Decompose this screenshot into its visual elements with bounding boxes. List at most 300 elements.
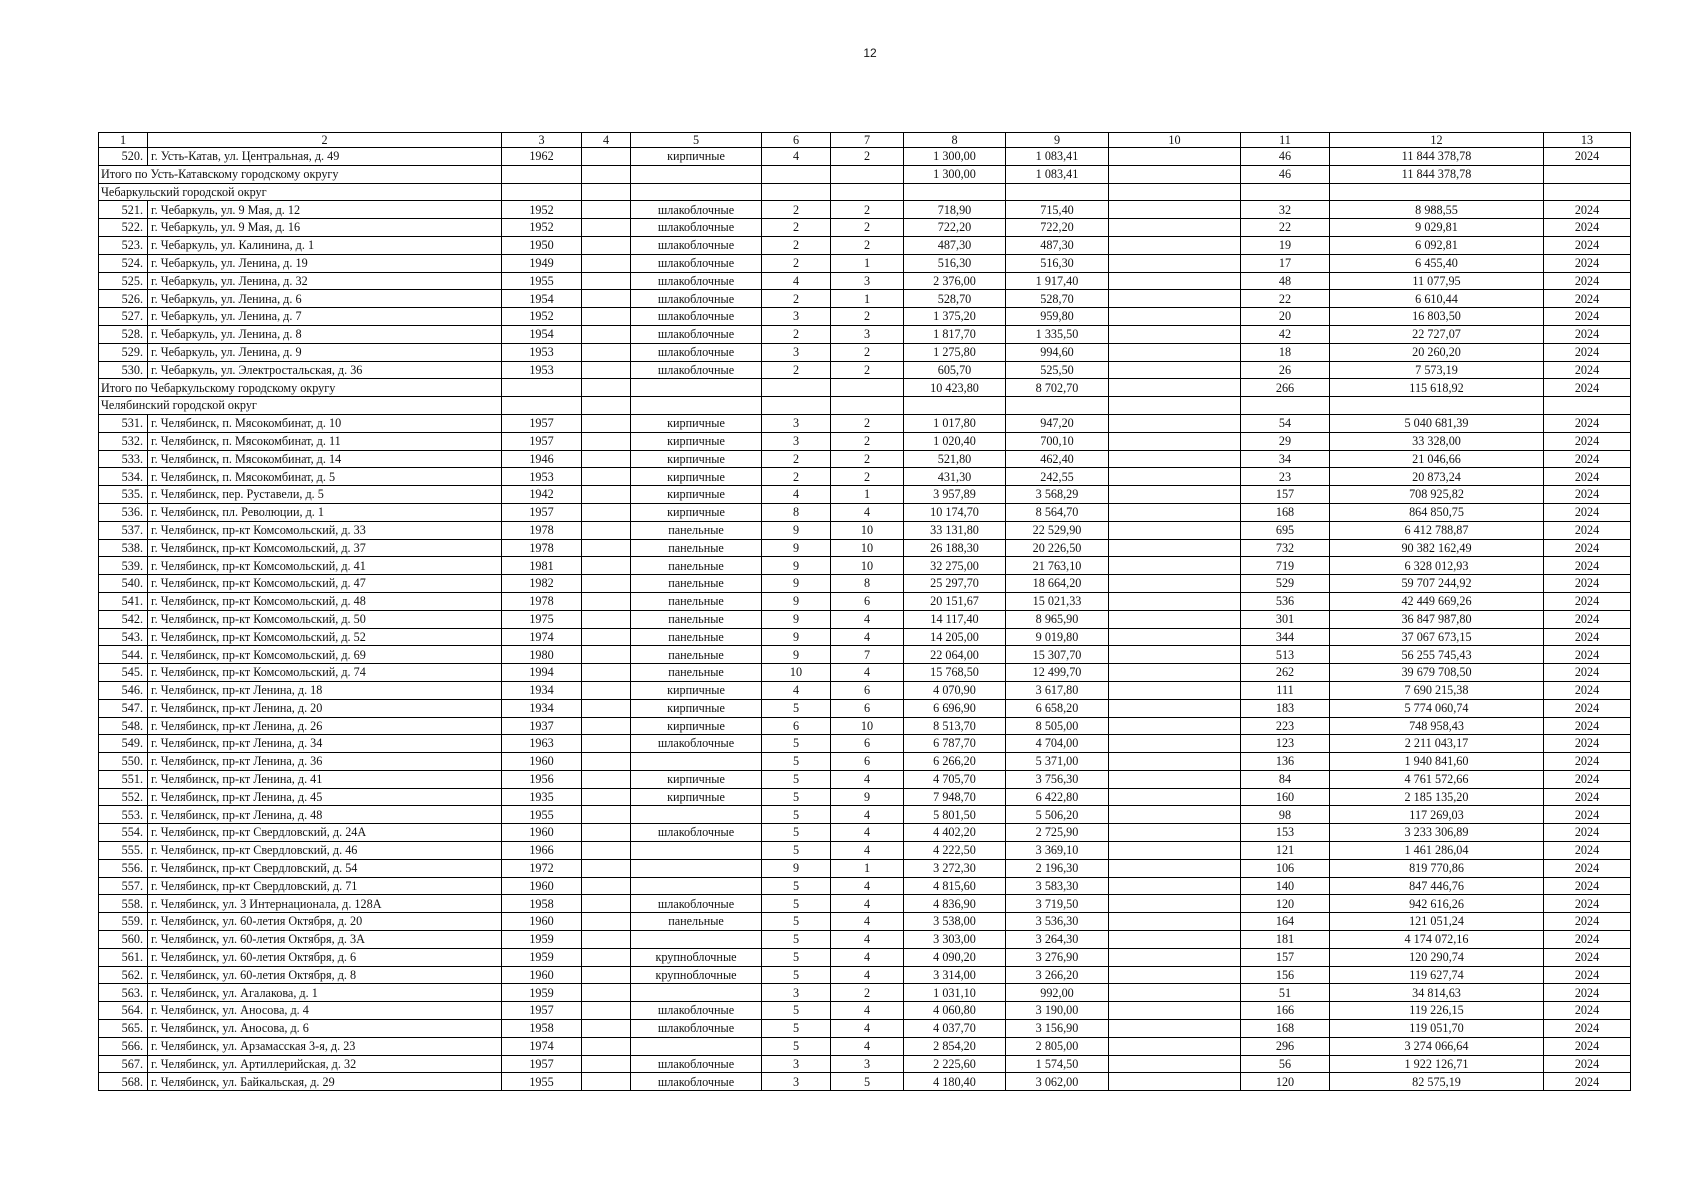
table-cell bbox=[1109, 664, 1241, 682]
table-cell: 29 bbox=[1241, 432, 1330, 450]
table-cell: шлакоблочные bbox=[631, 236, 762, 254]
column-number-cell: 6 bbox=[762, 133, 831, 148]
table-cell: кирпичные bbox=[631, 699, 762, 717]
table-cell: 3 719,50 bbox=[1006, 895, 1109, 913]
address-cell: г. Челябинск, п. Мясокомбинат, д. 5 bbox=[148, 468, 502, 486]
table-row bbox=[99, 219, 1631, 237]
table-cell: 4 bbox=[831, 628, 904, 646]
table-cell: 2 bbox=[831, 219, 904, 237]
table-cell: 2 bbox=[831, 432, 904, 450]
table-cell: 9 bbox=[762, 646, 831, 664]
table-cell: 5 bbox=[762, 824, 831, 842]
address-cell: г. Челябинск, пр-кт Ленина, д. 18 bbox=[148, 681, 502, 699]
table-cell: 4 037,70 bbox=[904, 1020, 1006, 1038]
table-cell: 2024 bbox=[1544, 1055, 1631, 1073]
address-cell: г. Чебаркуль, ул. Ленина, д. 7 bbox=[148, 308, 502, 326]
address-cell: г. Челябинск, пр-кт Ленина, д. 36 bbox=[148, 753, 502, 771]
table-cell: 3 303,00 bbox=[904, 931, 1006, 949]
table-cell bbox=[582, 681, 631, 699]
row-number-cell: 555. bbox=[99, 842, 148, 860]
table-cell: 718,90 bbox=[904, 201, 1006, 219]
table-cell: 4 705,70 bbox=[904, 770, 1006, 788]
address-cell: г. Чебаркуль, ул. Ленина, д. 6 bbox=[148, 290, 502, 308]
table-cell: 1 031,10 bbox=[904, 984, 1006, 1002]
table-cell: 2024 bbox=[1544, 308, 1631, 326]
table-cell: 301 bbox=[1241, 610, 1330, 628]
table-cell bbox=[1109, 610, 1241, 628]
table-cell bbox=[582, 201, 631, 219]
table-cell: 6 bbox=[831, 681, 904, 699]
row-number-cell: 535. bbox=[99, 486, 148, 504]
table-cell: 2 bbox=[831, 984, 904, 1002]
table-row bbox=[99, 610, 1631, 628]
table-cell bbox=[1109, 539, 1241, 557]
table-cell: 5 bbox=[762, 806, 831, 824]
table-cell: 5 371,00 bbox=[1006, 753, 1109, 771]
table-cell: 1978 bbox=[502, 592, 582, 610]
table-cell: 6 658,20 bbox=[1006, 699, 1109, 717]
table-cell: 2024 bbox=[1544, 521, 1631, 539]
address-cell: г. Челябинск, пр-кт Ленина, д. 26 bbox=[148, 717, 502, 735]
table-cell: 36 847 987,80 bbox=[1330, 610, 1544, 628]
address-cell: г. Челябинск, пр-кт Ленина, д. 48 bbox=[148, 806, 502, 824]
table-cell bbox=[631, 877, 762, 895]
address-cell: г. Челябинск, пр-кт Свердловский, д. 71 bbox=[148, 877, 502, 895]
address-cell: г. Челябинск, пер. Руставели, д. 5 bbox=[148, 486, 502, 504]
table-cell bbox=[582, 219, 631, 237]
table-cell: 1981 bbox=[502, 557, 582, 575]
table-cell: 2024 bbox=[1544, 1073, 1631, 1091]
table-cell: 715,40 bbox=[1006, 201, 1109, 219]
table-cell: 2024 bbox=[1544, 148, 1631, 166]
address-cell: г. Челябинск, ул. Аносова, д. 6 bbox=[148, 1020, 502, 1038]
table-row bbox=[99, 468, 1631, 486]
total-label: Итого по Усть-Катавскому городскому округу bbox=[99, 165, 502, 183]
row-number-cell: 532. bbox=[99, 432, 148, 450]
table-cell: 1 bbox=[831, 859, 904, 877]
table-cell: 56 255 745,43 bbox=[1330, 646, 1544, 664]
total-cell: 115 618,92 bbox=[1330, 379, 1544, 397]
table-cell: 5 bbox=[762, 699, 831, 717]
table-cell: 9 bbox=[762, 521, 831, 539]
table-cell bbox=[1109, 948, 1241, 966]
table-cell: 487,30 bbox=[1006, 236, 1109, 254]
table-cell: 4 bbox=[831, 913, 904, 931]
table-cell bbox=[582, 272, 631, 290]
table-cell: 98 bbox=[1241, 806, 1330, 824]
table-cell bbox=[1109, 877, 1241, 895]
table-cell: 3 266,20 bbox=[1006, 966, 1109, 984]
table-row bbox=[99, 521, 1631, 539]
table-cell: 22 bbox=[1241, 219, 1330, 237]
table-cell bbox=[582, 913, 631, 931]
table-cell: 1 300,00 bbox=[904, 148, 1006, 166]
table-cell: 5 bbox=[762, 895, 831, 913]
row-number-cell: 566. bbox=[99, 1037, 148, 1055]
table-row bbox=[99, 984, 1631, 1002]
table-cell bbox=[1109, 717, 1241, 735]
table-cell: 1953 bbox=[502, 361, 582, 379]
table-cell bbox=[582, 539, 631, 557]
table-cell: 3 156,90 bbox=[1006, 1020, 1109, 1038]
table-cell: 1 574,50 bbox=[1006, 1055, 1109, 1073]
row-number-cell: 542. bbox=[99, 610, 148, 628]
total-cell bbox=[582, 165, 631, 183]
total-cell bbox=[762, 165, 831, 183]
table-cell: шлакоблочные bbox=[631, 1002, 762, 1020]
table-cell: 17 bbox=[1241, 254, 1330, 272]
table-cell: 14 117,40 bbox=[904, 610, 1006, 628]
table-cell: 6 bbox=[831, 735, 904, 753]
address-cell: г. Челябинск, пр-кт Ленина, д. 41 bbox=[148, 770, 502, 788]
table-cell: 2 bbox=[762, 361, 831, 379]
address-cell: г. Чебаркуль, ул. 9 Мая, д. 16 bbox=[148, 219, 502, 237]
table-row bbox=[99, 806, 1631, 824]
table-cell: 2 bbox=[831, 361, 904, 379]
table-cell: 11 844 378,78 bbox=[1330, 148, 1544, 166]
table-cell: 536 bbox=[1241, 592, 1330, 610]
table-cell: 3 264,30 bbox=[1006, 931, 1109, 949]
table-cell bbox=[1109, 628, 1241, 646]
table-row bbox=[99, 290, 1631, 308]
table-cell bbox=[1109, 592, 1241, 610]
table-cell: 2 bbox=[831, 414, 904, 432]
table-cell: 20 bbox=[1241, 308, 1330, 326]
table-cell: 140 bbox=[1241, 877, 1330, 895]
table-cell: 1960 bbox=[502, 913, 582, 931]
table-cell: 2024 bbox=[1544, 895, 1631, 913]
table-cell: 12 499,70 bbox=[1006, 664, 1109, 682]
table-cell: 1935 bbox=[502, 788, 582, 806]
table-cell bbox=[1109, 842, 1241, 860]
table-cell: 4 090,20 bbox=[904, 948, 1006, 966]
table-cell: 2 805,00 bbox=[1006, 1037, 1109, 1055]
housing-registry-table bbox=[98, 132, 1631, 1091]
table-cell bbox=[582, 664, 631, 682]
total-cell bbox=[831, 379, 904, 397]
table-cell: 4 bbox=[831, 842, 904, 860]
table-cell: 5 bbox=[762, 753, 831, 771]
table-cell bbox=[582, 468, 631, 486]
row-number-cell: 547. bbox=[99, 699, 148, 717]
table-cell: 3 bbox=[762, 308, 831, 326]
table-cell: 156 bbox=[1241, 966, 1330, 984]
empty-cell bbox=[1241, 183, 1330, 201]
table-cell: 1 017,80 bbox=[904, 414, 1006, 432]
table-row bbox=[99, 1073, 1631, 1091]
table-cell bbox=[1109, 486, 1241, 504]
table-cell bbox=[1109, 646, 1241, 664]
table-cell: 6 787,70 bbox=[904, 735, 1006, 753]
row-number-cell: 544. bbox=[99, 646, 148, 664]
table-cell: 111 bbox=[1241, 681, 1330, 699]
table-row bbox=[99, 414, 1631, 432]
table-cell: 994,60 bbox=[1006, 343, 1109, 361]
table-cell bbox=[582, 824, 631, 842]
table-cell: 819 770,86 bbox=[1330, 859, 1544, 877]
table-cell: 4 070,90 bbox=[904, 681, 1006, 699]
table-row bbox=[99, 966, 1631, 984]
table-cell: 2024 bbox=[1544, 1037, 1631, 1055]
empty-cell bbox=[904, 183, 1006, 201]
table-cell bbox=[582, 486, 631, 504]
row-number-cell: 552. bbox=[99, 788, 148, 806]
table-cell: 3 bbox=[831, 272, 904, 290]
column-number-cell: 5 bbox=[631, 133, 762, 148]
table-cell: 1957 bbox=[502, 414, 582, 432]
table-cell bbox=[1109, 272, 1241, 290]
table-cell: 2 bbox=[831, 308, 904, 326]
total-cell bbox=[582, 379, 631, 397]
table-cell: 10 bbox=[831, 521, 904, 539]
table-cell bbox=[582, 236, 631, 254]
table-cell: 2024 bbox=[1544, 699, 1631, 717]
table-cell: 2024 bbox=[1544, 806, 1631, 824]
total-cell bbox=[502, 165, 582, 183]
table-cell: 1956 bbox=[502, 770, 582, 788]
table-cell: 9 019,80 bbox=[1006, 628, 1109, 646]
table-cell: 1960 bbox=[502, 877, 582, 895]
table-row bbox=[99, 236, 1631, 254]
empty-cell bbox=[1241, 397, 1330, 415]
table-cell bbox=[1109, 308, 1241, 326]
table-cell: 2024 bbox=[1544, 450, 1631, 468]
row-number-cell: 549. bbox=[99, 735, 148, 753]
table-cell: 5 bbox=[831, 1073, 904, 1091]
table-cell bbox=[582, 646, 631, 664]
table-cell bbox=[582, 592, 631, 610]
address-cell: г. Челябинск, пр-кт Ленина, д. 20 bbox=[148, 699, 502, 717]
table-row bbox=[99, 308, 1631, 326]
table-cell bbox=[582, 308, 631, 326]
table-cell: панельные bbox=[631, 646, 762, 664]
table-cell bbox=[631, 806, 762, 824]
table-cell: 54 bbox=[1241, 414, 1330, 432]
table-cell: 1 940 841,60 bbox=[1330, 753, 1544, 771]
table-cell: 1 335,50 bbox=[1006, 325, 1109, 343]
table-cell: 2024 bbox=[1544, 628, 1631, 646]
column-number-cell: 3 bbox=[502, 133, 582, 148]
table-cell: 528,70 bbox=[1006, 290, 1109, 308]
table-row bbox=[99, 717, 1631, 735]
table-cell: 9 bbox=[762, 539, 831, 557]
table-cell: 4 836,90 bbox=[904, 895, 1006, 913]
table-cell: 20 873,24 bbox=[1330, 468, 1544, 486]
table-cell: 2 bbox=[831, 148, 904, 166]
table-cell: 2024 bbox=[1544, 414, 1631, 432]
table-cell bbox=[1109, 450, 1241, 468]
table-cell: 3 568,29 bbox=[1006, 486, 1109, 504]
table-cell: 2 bbox=[831, 343, 904, 361]
table-cell: 15 307,70 bbox=[1006, 646, 1109, 664]
table-cell: кирпичные bbox=[631, 770, 762, 788]
empty-cell bbox=[582, 183, 631, 201]
table-cell bbox=[1109, 219, 1241, 237]
table-cell: 8 965,90 bbox=[1006, 610, 1109, 628]
table-cell: 1957 bbox=[502, 1055, 582, 1073]
table-cell: 5 bbox=[762, 966, 831, 984]
table-cell: 1966 bbox=[502, 842, 582, 860]
table-cell: 4 bbox=[831, 1002, 904, 1020]
table-cell: 10 bbox=[831, 539, 904, 557]
address-cell: г. Челябинск, пр-кт Свердловский, д. 24А bbox=[148, 824, 502, 842]
row-number-cell: 567. bbox=[99, 1055, 148, 1073]
table-cell: 462,40 bbox=[1006, 450, 1109, 468]
table-cell: 1946 bbox=[502, 450, 582, 468]
section-label: Челябинский городской округ bbox=[99, 397, 502, 415]
address-cell: г. Челябинск, ул. Арзамасская 3-я, д. 23 bbox=[148, 1037, 502, 1055]
table-cell bbox=[582, 717, 631, 735]
table-cell: 1994 bbox=[502, 664, 582, 682]
table-cell: 3 190,00 bbox=[1006, 1002, 1109, 1020]
row-number-cell: 559. bbox=[99, 913, 148, 931]
section-row bbox=[99, 183, 1631, 201]
table-cell: 3 bbox=[831, 325, 904, 343]
table-row bbox=[99, 735, 1631, 753]
table-cell: 3 233 306,89 bbox=[1330, 824, 1544, 842]
table-cell: 4 bbox=[831, 966, 904, 984]
empty-cell bbox=[502, 397, 582, 415]
table-cell: 136 bbox=[1241, 753, 1330, 771]
table-cell: кирпичные bbox=[631, 681, 762, 699]
table-cell: 4 bbox=[762, 272, 831, 290]
table-cell bbox=[582, 254, 631, 272]
total-cell bbox=[831, 165, 904, 183]
table-cell: 521,80 bbox=[904, 450, 1006, 468]
table-cell: 2024 bbox=[1544, 557, 1631, 575]
table-cell: кирпичные bbox=[631, 717, 762, 735]
table-cell: 119 226,15 bbox=[1330, 1002, 1544, 1020]
total-cell: 266 bbox=[1241, 379, 1330, 397]
table-cell bbox=[1109, 468, 1241, 486]
table-cell bbox=[1109, 681, 1241, 699]
table-cell: 1 461 286,04 bbox=[1330, 842, 1544, 860]
address-cell: г. Челябинск, пр-кт Комсомольский, д. 52 bbox=[148, 628, 502, 646]
table-cell: 2024 bbox=[1544, 735, 1631, 753]
table-cell: 8 564,70 bbox=[1006, 503, 1109, 521]
address-cell: г. Челябинск, ул. Аносова, д. 4 bbox=[148, 1002, 502, 1020]
total-row bbox=[99, 165, 1631, 183]
table-cell bbox=[1109, 966, 1241, 984]
row-number-cell: 546. bbox=[99, 681, 148, 699]
table-cell: 5 506,20 bbox=[1006, 806, 1109, 824]
table-cell: 3 583,30 bbox=[1006, 877, 1109, 895]
table-cell bbox=[1109, 788, 1241, 806]
table-cell: 26 188,30 bbox=[904, 539, 1006, 557]
table-cell: 2024 bbox=[1544, 432, 1631, 450]
table-cell: 1958 bbox=[502, 895, 582, 913]
table-cell bbox=[1109, 414, 1241, 432]
empty-cell bbox=[1109, 183, 1241, 201]
table-cell bbox=[1109, 895, 1241, 913]
empty-cell bbox=[904, 397, 1006, 415]
empty-cell bbox=[502, 183, 582, 201]
table-cell: 6 266,20 bbox=[904, 753, 1006, 771]
table-cell: 2024 bbox=[1544, 931, 1631, 949]
empty-cell bbox=[1006, 183, 1109, 201]
row-number-cell: 533. bbox=[99, 450, 148, 468]
table-cell: 20 260,20 bbox=[1330, 343, 1544, 361]
table-cell: 5 801,50 bbox=[904, 806, 1006, 824]
table-cell bbox=[582, 948, 631, 966]
table-cell: 4 761 572,66 bbox=[1330, 770, 1544, 788]
table-cell bbox=[582, 1037, 631, 1055]
address-cell: г. Усть-Катав, ул. Центральная, д. 49 bbox=[148, 148, 502, 166]
table-cell: 22 bbox=[1241, 290, 1330, 308]
row-number-cell: 524. bbox=[99, 254, 148, 272]
empty-cell bbox=[831, 397, 904, 415]
table-cell: 7 573,19 bbox=[1330, 361, 1544, 379]
table-cell: кирпичные bbox=[631, 788, 762, 806]
table-row bbox=[99, 1055, 1631, 1073]
table-cell: 6 455,40 bbox=[1330, 254, 1544, 272]
table-cell: кирпичные bbox=[631, 450, 762, 468]
table-cell: 6 bbox=[831, 699, 904, 717]
table-cell: 1942 bbox=[502, 486, 582, 504]
table-cell: 5 bbox=[762, 913, 831, 931]
table-row bbox=[99, 148, 1631, 166]
table-cell: 157 bbox=[1241, 948, 1330, 966]
table-row bbox=[99, 681, 1631, 699]
table-cell: панельные bbox=[631, 664, 762, 682]
table-cell: 6 412 788,87 bbox=[1330, 521, 1544, 539]
table-cell: 1 817,70 bbox=[904, 325, 1006, 343]
table-cell: 4 402,20 bbox=[904, 824, 1006, 842]
table-cell: 2024 bbox=[1544, 486, 1631, 504]
table-cell: 1952 bbox=[502, 201, 582, 219]
empty-cell bbox=[1109, 397, 1241, 415]
table-cell bbox=[631, 859, 762, 877]
table-cell: 242,55 bbox=[1006, 468, 1109, 486]
table-cell bbox=[582, 753, 631, 771]
table-cell: 6 bbox=[762, 717, 831, 735]
table-cell: 6 bbox=[831, 592, 904, 610]
table-cell: 4 bbox=[831, 610, 904, 628]
table-cell: 3 bbox=[762, 414, 831, 432]
table-cell: 1952 bbox=[502, 219, 582, 237]
table-cell: 26 bbox=[1241, 361, 1330, 379]
table-cell: 23 bbox=[1241, 468, 1330, 486]
table-cell: 4 174 072,16 bbox=[1330, 931, 1544, 949]
total-cell bbox=[1109, 379, 1241, 397]
address-cell: г. Челябинск, пр-кт Комсомольский, д. 48 bbox=[148, 592, 502, 610]
table-cell bbox=[582, 503, 631, 521]
table-cell: 84 bbox=[1241, 770, 1330, 788]
table-row bbox=[99, 503, 1631, 521]
table-cell: 708 925,82 bbox=[1330, 486, 1544, 504]
table-cell: 8 988,55 bbox=[1330, 201, 1544, 219]
address-cell: г. Челябинск, п. Мясокомбинат, д. 10 bbox=[148, 414, 502, 432]
table-row bbox=[99, 753, 1631, 771]
address-cell: г. Челябинск, пр-кт Комсомольский, д. 33 bbox=[148, 521, 502, 539]
total-cell: 46 bbox=[1241, 165, 1330, 183]
table-cell: 1978 bbox=[502, 539, 582, 557]
table-cell: 7 bbox=[831, 646, 904, 664]
total-label: Итого по Чебаркульскому городскому округу bbox=[99, 379, 502, 397]
table-body bbox=[99, 133, 1631, 1091]
total-cell: 10 423,80 bbox=[904, 379, 1006, 397]
table-cell: 3 bbox=[762, 343, 831, 361]
row-number-cell: 561. bbox=[99, 948, 148, 966]
table-row bbox=[99, 325, 1631, 343]
table-cell: 106 bbox=[1241, 859, 1330, 877]
table-cell: 1954 bbox=[502, 290, 582, 308]
address-cell: г. Челябинск, пр-кт Ленина, д. 45 bbox=[148, 788, 502, 806]
row-number-cell: 534. bbox=[99, 468, 148, 486]
table-cell: 121 bbox=[1241, 842, 1330, 860]
address-cell: г. Чебаркуль, ул. 9 Мая, д. 12 bbox=[148, 201, 502, 219]
table-cell bbox=[582, 521, 631, 539]
